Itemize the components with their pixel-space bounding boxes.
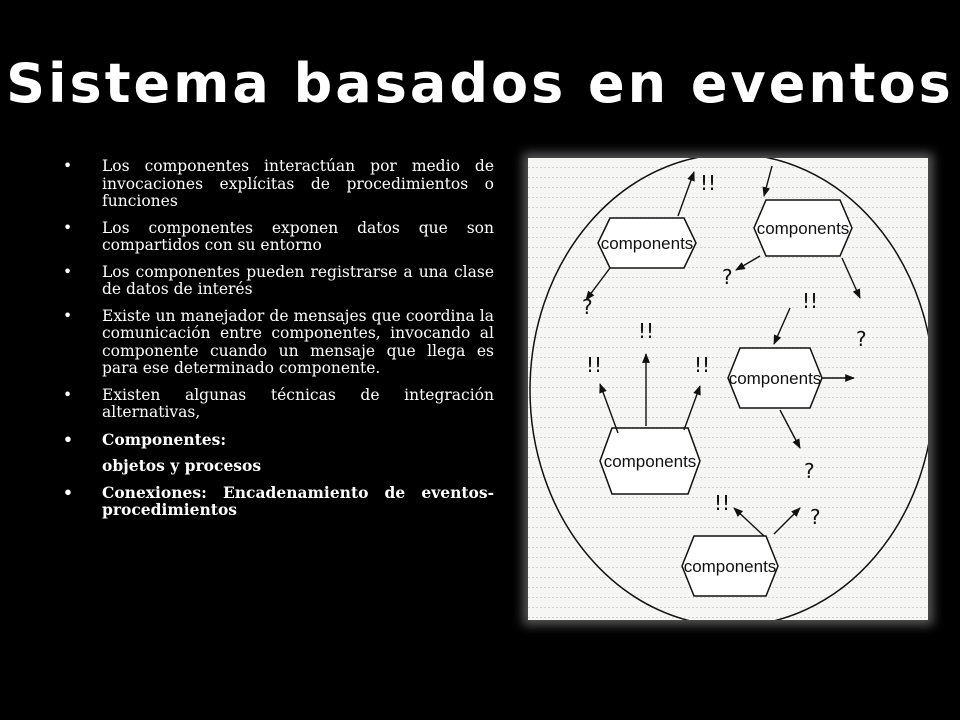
slide-title: Sistema basados en eventos: [6, 52, 954, 115]
bullet-dot: •: [63, 262, 73, 281]
bullet-item: [62, 264, 494, 299]
bullet-item: [62, 220, 494, 255]
event-diagram-svg: [528, 158, 928, 620]
query-mark: ?: [804, 459, 815, 483]
bullet-item-conexiones: [62, 484, 494, 519]
event-diagram: [528, 158, 928, 620]
bullet-item: [62, 387, 494, 422]
event-mark: !!: [586, 353, 603, 377]
event-mark: !!: [802, 289, 819, 313]
bullet-dot: •: [63, 482, 73, 502]
query-mark: ?: [722, 265, 733, 289]
component-label: components: [603, 452, 697, 471]
bullet-item: [62, 308, 494, 378]
component-node: [600, 428, 700, 494]
event-mark: !!: [638, 319, 655, 343]
componentes-label: Componentes:: [102, 429, 227, 449]
query-mark: ?: [810, 505, 821, 529]
component-label: components: [756, 219, 850, 238]
bullet-text: Existen algunas técnicas de integración alternativas,: [102, 385, 494, 421]
bullet-item-componentes: [62, 431, 494, 449]
component-node: [682, 536, 778, 596]
component-node: [728, 348, 822, 408]
bullet-dot: •: [63, 157, 73, 175]
component-label: components: [683, 557, 777, 576]
query-mark: ?: [582, 295, 593, 319]
component-label: components: [600, 234, 694, 253]
component-node: [754, 200, 852, 256]
event-mark: !!: [714, 491, 731, 515]
bullet-dot: •: [63, 429, 73, 449]
bullet-text: Los componentes interactúan por medio de invocaciones explícitas de procedimientos o funciones: [102, 157, 494, 210]
conexiones-text: Conexiones: Encadenamiento de eventos-procedimientos: [102, 482, 494, 519]
componentes-value: objetos y procesos: [102, 456, 262, 475]
query-mark: ?: [856, 327, 867, 351]
bullet-dot: •: [63, 306, 73, 325]
bullet-dot: •: [63, 385, 73, 404]
bullet-text: Existe un manejador de mensajes que coordina la comunicación entre componentes, invocando al componente cuando un mensaje que llega es para ese determinado componente.: [102, 306, 494, 377]
event-mark: !!: [700, 171, 717, 195]
component-node: [598, 218, 696, 268]
bullet-item: [62, 158, 494, 211]
component-label: components: [728, 369, 822, 388]
bullet-text: Los componentes pueden registrarse a una clase de datos de interés: [102, 262, 494, 298]
bullet-list: [62, 158, 494, 528]
bullet-text: Los componentes exponen datos que son compartidos con su entorno: [102, 218, 494, 254]
event-mark: !!: [694, 353, 711, 377]
bullet-dot: •: [63, 218, 73, 237]
